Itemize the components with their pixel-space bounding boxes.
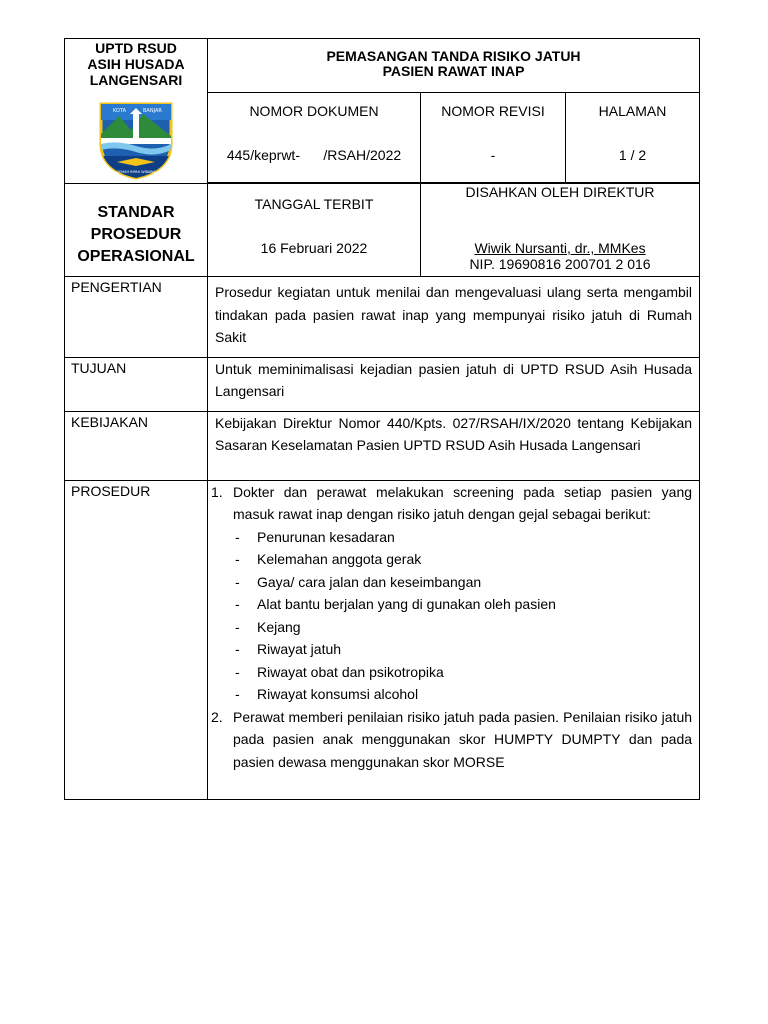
nomor-revisi-value: -	[490, 146, 496, 163]
sop-document-table	[64, 38, 700, 800]
tanggal-terbit-cell	[208, 184, 421, 277]
pengesahan-cell	[421, 184, 700, 277]
screening-list	[233, 526, 692, 706]
nomor-revisi-label: NOMOR REVISI	[441, 102, 545, 119]
nomor-dokumen-label: NOMOR DOKUMEN	[249, 102, 379, 119]
document-title: PEMASANGAN TANDA RISIKO JATUH PASIEN RAWAT INAP	[326, 48, 581, 79]
halaman-label: HALAMAN	[598, 102, 667, 119]
tujuan-text: Untuk meminimalisasi kejadian pasien jatuh di UPTD RSUD Asih Husada Langensari	[208, 357, 700, 411]
hospital-identity-cell	[65, 39, 208, 184]
kota-banjar-logo	[97, 100, 175, 180]
halaman-cell	[566, 92, 700, 182]
pengertian-text: Prosedur kegiatan untuk menilai dan mengevaluasi ulang serta mengambil tindakan pada pasien rawat inap yang mempunyai risiko jatuh di Rumah Sakit	[208, 277, 700, 358]
document-title-cell	[208, 39, 700, 93]
disahkan-label: DISAHKAN OLEH DIREKTUR	[465, 184, 655, 200]
prosedur-step: 1. Dokter dan perawat melakukan screening pada setiap pasien yang masuk rawat inap dengan risiko jatuh dengan gejal sebagai berikut: - Penurunan kesadaran - Kelemahan anggota gerak - Gaya/ cara jalan dan keseimbangan - Alat bantu berjalan yang di gunakan oleh pasien - Kejang - Riwayat jatuh - Riwayat obat dan psikotropika - Riwayat konsumsi alcohol	[215, 481, 692, 706]
prosedur-steps	[211, 481, 693, 774]
prosedur-label: PROSEDUR	[65, 480, 208, 799]
pengertian-label: PENGERTIAN	[65, 277, 208, 358]
direktur-name: Wiwik Nursanti, dr., MMKes	[474, 240, 646, 256]
svg-text:BANJAR: BANJAR	[143, 108, 162, 114]
svg-text:KOTA: KOTA	[113, 108, 127, 114]
direktur-nip: NIP. 19690816 200701 2 016	[469, 256, 651, 272]
halaman-value: 1 / 2	[618, 146, 647, 163]
sop-heading-cell	[65, 184, 208, 277]
list-item: - Alat bantu berjalan yang di gunakan oleh pasien	[233, 593, 692, 616]
prosedur-content	[208, 480, 700, 799]
tujuan-label: TUJUAN	[65, 357, 208, 411]
list-item: - Gaya/ cara jalan dan keseimbangan	[233, 571, 692, 594]
kebijakan-text: Kebijakan Direktur Nomor 440/Kpts. 027/RSAH/IX/2020 tentang Kebijakan Sasaran Keselamatan Pasien UPTD RSUD Asih Husada Langensari	[208, 411, 700, 480]
list-item: - Riwayat jatuh	[233, 638, 692, 661]
nomor-dokumen-cell	[208, 92, 421, 182]
nomor-dokumen-value: 445/keprwt- /RSAH/2022	[226, 146, 402, 163]
list-item: - Kejang	[233, 616, 692, 639]
hospital-name: UPTD RSUD ASIH HUSADA LANGENSARI	[87, 40, 185, 88]
list-item: - Riwayat konsumsi alcohol	[233, 683, 692, 706]
nomor-revisi-cell	[421, 92, 566, 182]
kebijakan-label: KEBIJAKAN	[65, 411, 208, 480]
tanggal-terbit-value: 16 Februari 2022	[260, 240, 368, 256]
list-item: - Riwayat obat dan psikotropika	[233, 661, 692, 684]
sop-heading: STANDAR PROSEDUR OPERASIONAL	[77, 204, 195, 265]
prosedur-step: 2. Perawat memberi penilaian risiko jatuh pada pasien. Penilaian risiko jatuh pada pasien anak menggunakan skor HUMPTY DUMPTY dan pada pasien dewasa menggunakan skor MORSE	[211, 708, 693, 770]
list-item: - Kelemahan anggota gerak	[233, 548, 692, 571]
svg-text:GEMAH RIPAH WIBAWA: GEMAH RIPAH WIBAWA	[116, 170, 156, 174]
list-item: - Penurunan kesadaran	[233, 526, 692, 549]
tanggal-terbit-label: TANGGAL TERBIT	[254, 196, 374, 212]
